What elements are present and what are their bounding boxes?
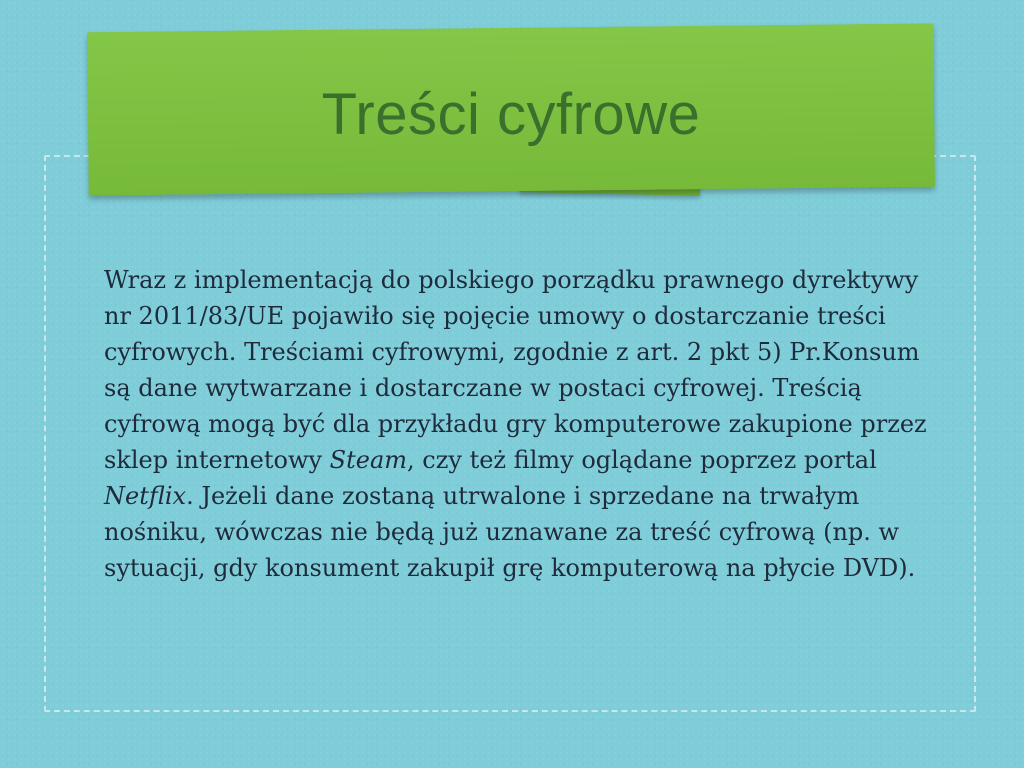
body-text-part: . Jeżeli dane zostaną utrwalone i sprzedane na trwałym nośniku, wówczas nie będą już uznawane za treść cyfrową (np. w sytuacji, gdy konsument zakupił grę komputerową na płycie DVD).	[104, 482, 916, 582]
body-text-steam: Steam	[329, 446, 408, 474]
slide-title: Treści cyfrowe	[321, 82, 701, 147]
body-text-part: Wraz z implementacją do polskiego porządku prawnego dyrektywy nr 2011/83/UE pojawiło się pojęcie umowy o dostarczanie treści cyfrowych. Treściami cyfrowymi, zgodnie z art. 2 pkt 5) Pr.Konsum są dane wytwarzane i dostarczane w postaci cyfrowej. Treścią cyfrową mogą być dla przykładu gry komputerowe zakupione przez sklep internetowy	[104, 266, 927, 474]
body-text-netflix: Netflix	[104, 482, 187, 510]
slide-body	[104, 262, 944, 586]
body-text-part: , czy też filmy oglądane poprzez portal	[407, 446, 877, 474]
